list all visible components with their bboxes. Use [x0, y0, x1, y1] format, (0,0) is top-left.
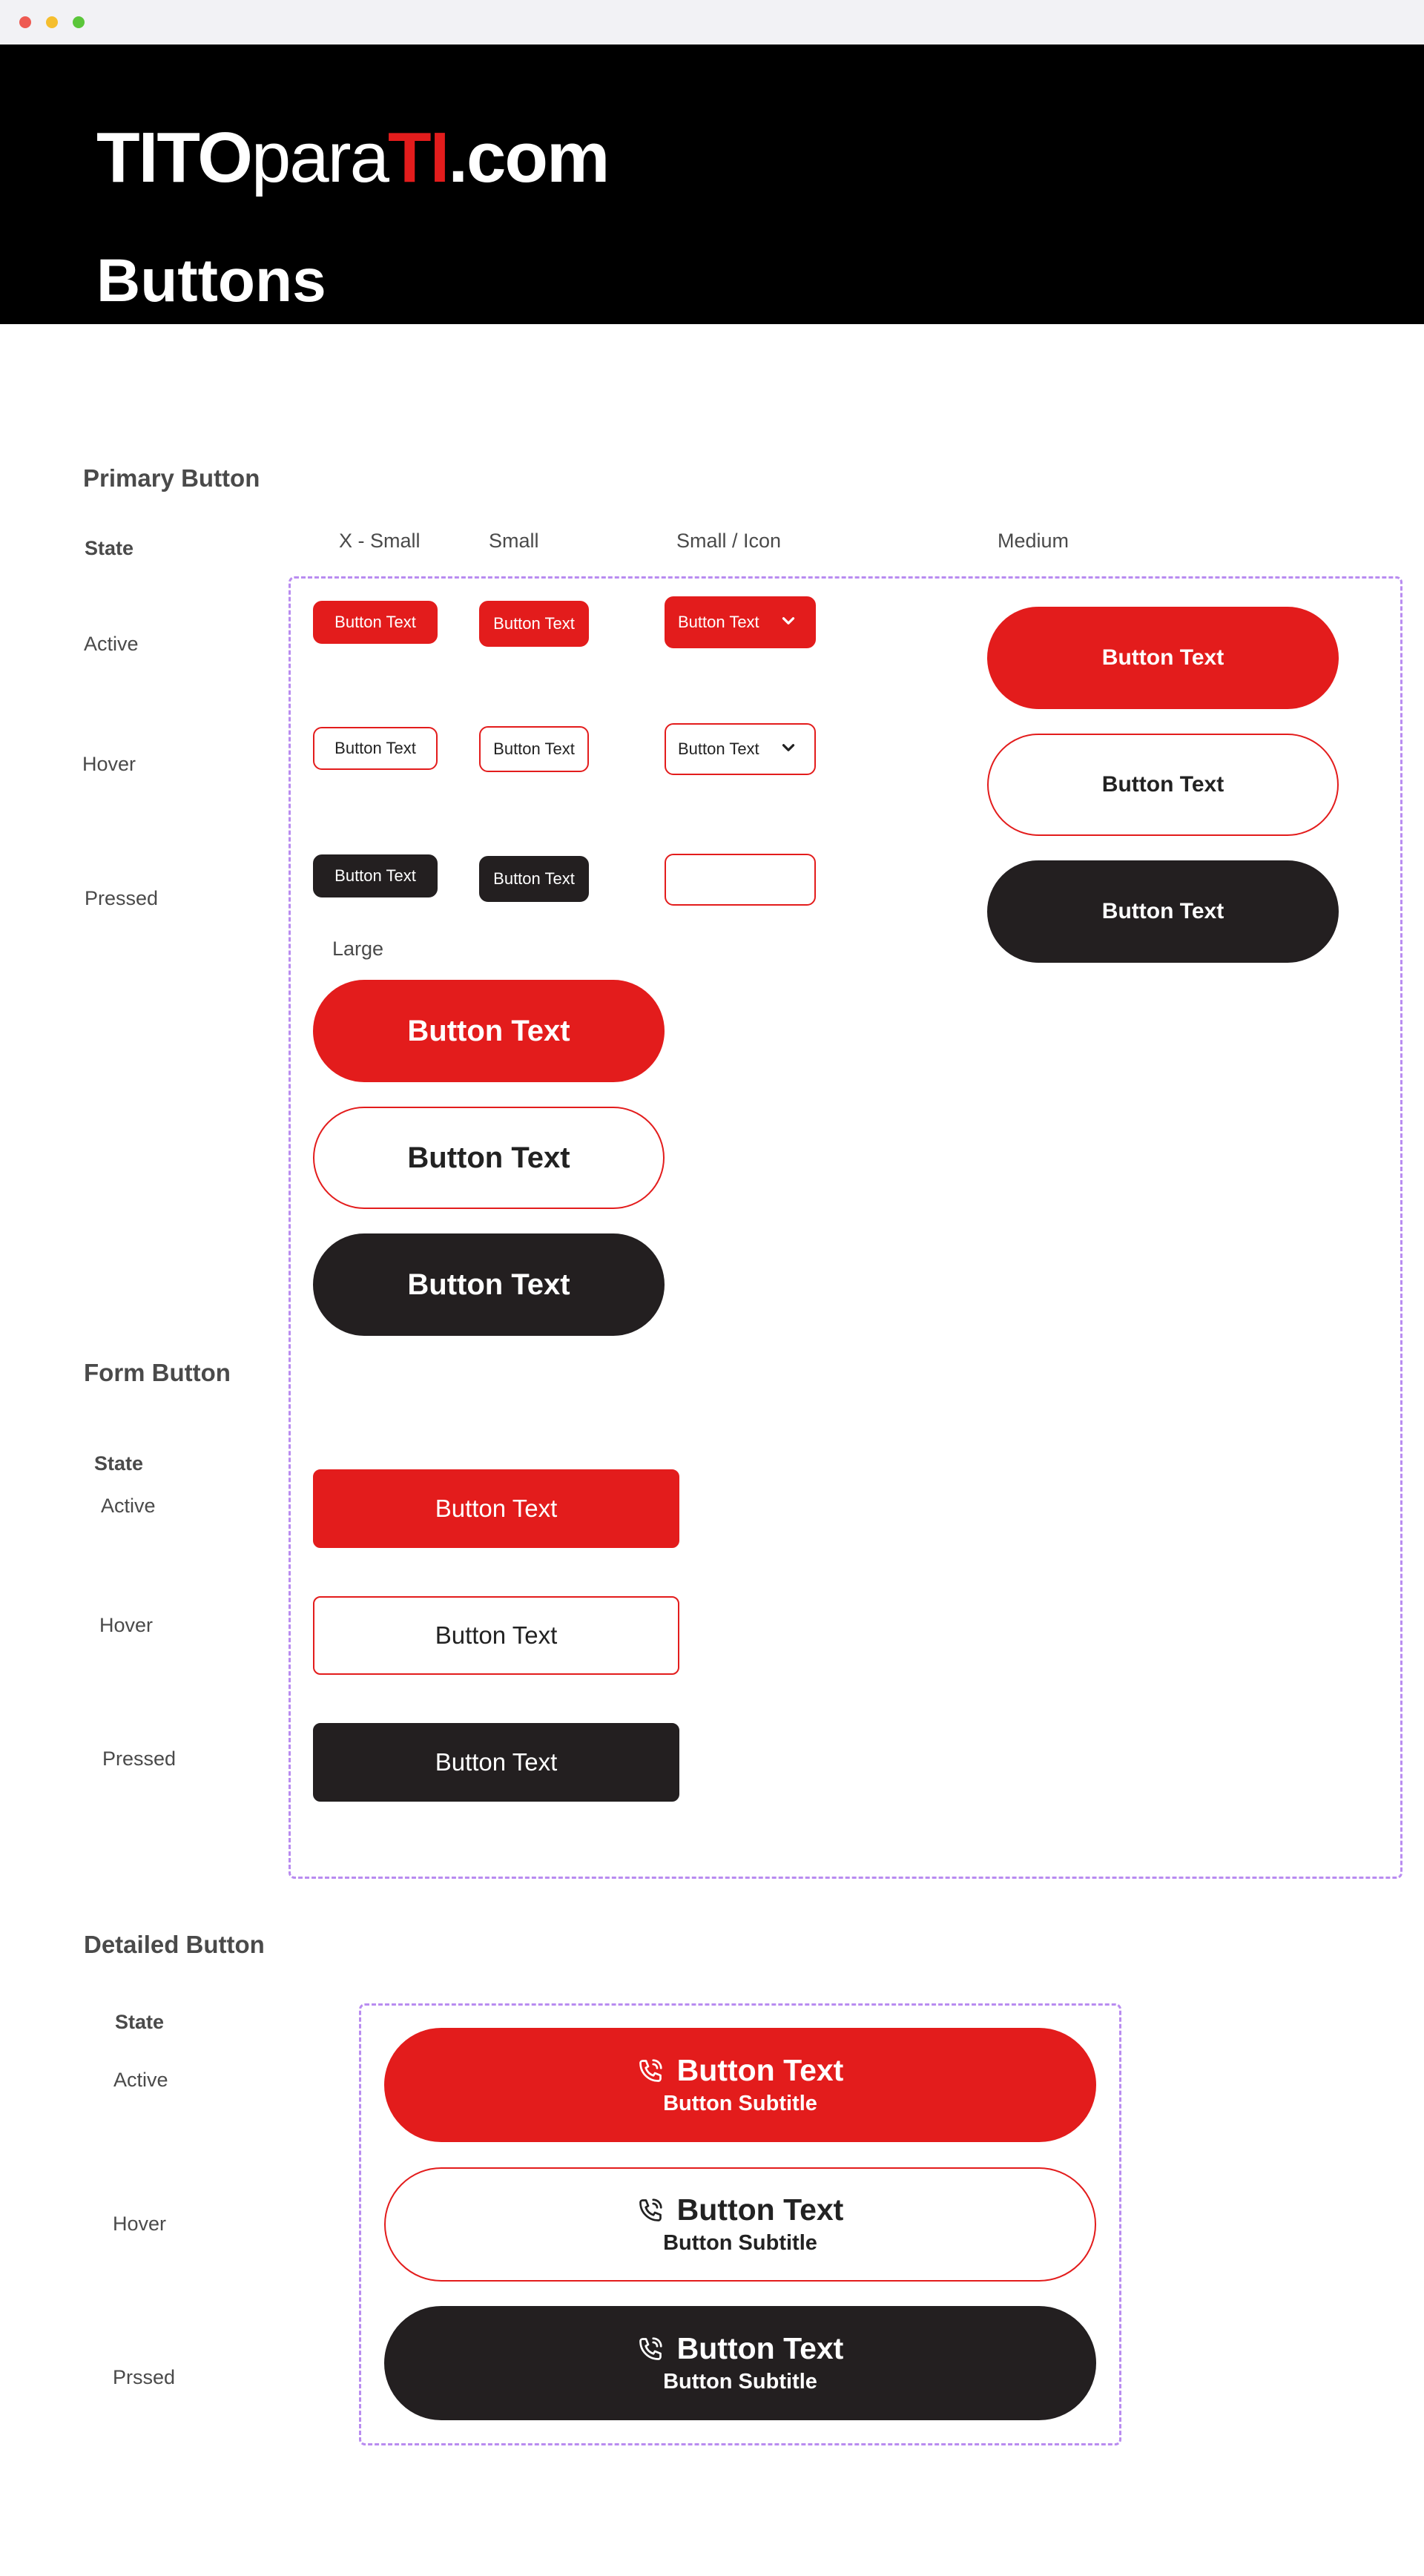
maximize-window-dot[interactable] — [73, 16, 85, 28]
small-icon-button-active[interactable] — [665, 596, 816, 648]
small-icon-button-pressed[interactable] — [665, 854, 816, 906]
button-label: Button Text — [676, 2192, 844, 2227]
xsmall-button-pressed[interactable] — [313, 854, 438, 897]
chevron-down-icon — [779, 611, 798, 630]
xsmall-button-hover[interactable] — [313, 727, 438, 770]
column-xsmall: X - Small — [339, 530, 421, 552]
small-button-active[interactable] — [479, 601, 589, 647]
medium-button-active[interactable] — [987, 607, 1339, 709]
detailed-state-heading: State — [115, 2011, 165, 2033]
column-small-icon: Small / Icon — [676, 530, 782, 552]
detailed-section-title: Detailed Button — [84, 1931, 265, 1958]
column-small: Small — [489, 530, 539, 552]
button-label: Button Text — [435, 1621, 558, 1649]
form-row-label-pressed: Pressed — [102, 1747, 177, 1770]
brand-logo[interactable] — [96, 118, 609, 197]
detailed-button-active[interactable] — [384, 2028, 1096, 2142]
large-button-pressed[interactable] — [313, 1233, 665, 1336]
form-button-pressed[interactable] — [313, 1723, 679, 1802]
button-label: Button Text — [334, 613, 416, 631]
button-label: Button Text — [407, 1141, 570, 1174]
close-window-dot[interactable] — [19, 16, 31, 28]
button-label: Button Text — [435, 1495, 558, 1522]
button-subtitle: Button Subtitle — [663, 2231, 817, 2256]
phone-call-icon — [637, 2058, 664, 2084]
button-label: Button Text — [1101, 899, 1224, 923]
button-label: Button Text — [676, 2052, 844, 2087]
small-icon-button-hover[interactable] — [665, 723, 816, 775]
detailed-button-hover[interactable] — [384, 2167, 1096, 2282]
detailed-row-label-hover: Hover — [113, 2213, 167, 2235]
button-label: Button Text — [334, 866, 416, 885]
form-section-title: Form Button — [84, 1359, 231, 1386]
form-row-label-active: Active — [101, 1495, 156, 1517]
logo-part-ti: TI — [388, 118, 449, 197]
button-label: Button Text — [493, 614, 575, 633]
primary-state-heading: State — [85, 537, 134, 559]
row-label-active: Active — [84, 633, 139, 655]
logo-part-dotcom: .com — [448, 118, 609, 197]
logo-part-tito: TITO — [96, 118, 251, 197]
form-button-active[interactable] — [313, 1469, 679, 1548]
large-button-active[interactable] — [313, 980, 665, 1082]
form-row-label-hover: Hover — [99, 1614, 154, 1636]
page-header — [0, 45, 1424, 324]
form-button-hover[interactable] — [313, 1596, 679, 1675]
column-medium: Medium — [998, 530, 1069, 552]
phone-call-icon — [637, 2336, 664, 2362]
button-label: Button Text — [678, 613, 759, 631]
row-label-hover: Hover — [82, 753, 136, 775]
button-label: Button Text — [407, 1014, 570, 1047]
button-label: Button Text — [1101, 645, 1224, 670]
row-label-pressed: Pressed — [85, 887, 159, 909]
primary-section-title: Primary Button — [83, 464, 260, 492]
medium-button-hover[interactable] — [987, 734, 1339, 836]
button-label: Button Text — [407, 1268, 570, 1301]
button-label: Button Text — [1101, 772, 1224, 797]
button-label: Button Text — [493, 739, 575, 758]
medium-button-pressed[interactable] — [987, 860, 1339, 963]
xsmall-button-active[interactable] — [313, 601, 438, 644]
detailed-row-label-pressed: Prssed — [113, 2366, 176, 2388]
form-state-heading: State — [94, 1452, 144, 1475]
button-subtitle: Button Subtitle — [663, 2092, 817, 2116]
detailed-button-pressed[interactable] — [384, 2306, 1096, 2420]
button-label: Button Text — [493, 869, 575, 888]
button-label: Button Text — [676, 2330, 844, 2365]
logo-part-para: para — [251, 118, 389, 197]
small-button-pressed[interactable] — [479, 856, 589, 902]
button-label: Button Text — [435, 1748, 558, 1776]
phone-call-icon — [637, 2197, 664, 2224]
button-label: Button Text — [334, 739, 416, 757]
button-label: Button Text — [678, 739, 759, 758]
button-subtitle: Button Subtitle — [663, 2370, 817, 2394]
chevron-down-icon — [779, 738, 798, 757]
small-button-hover[interactable] — [479, 726, 589, 772]
page-title: Buttons — [96, 247, 326, 314]
column-large: Large — [332, 938, 384, 960]
minimize-window-dot[interactable] — [46, 16, 58, 28]
large-button-hover[interactable] — [313, 1107, 665, 1209]
window-chrome — [0, 0, 1424, 45]
detailed-row-label-active: Active — [113, 2069, 168, 2091]
